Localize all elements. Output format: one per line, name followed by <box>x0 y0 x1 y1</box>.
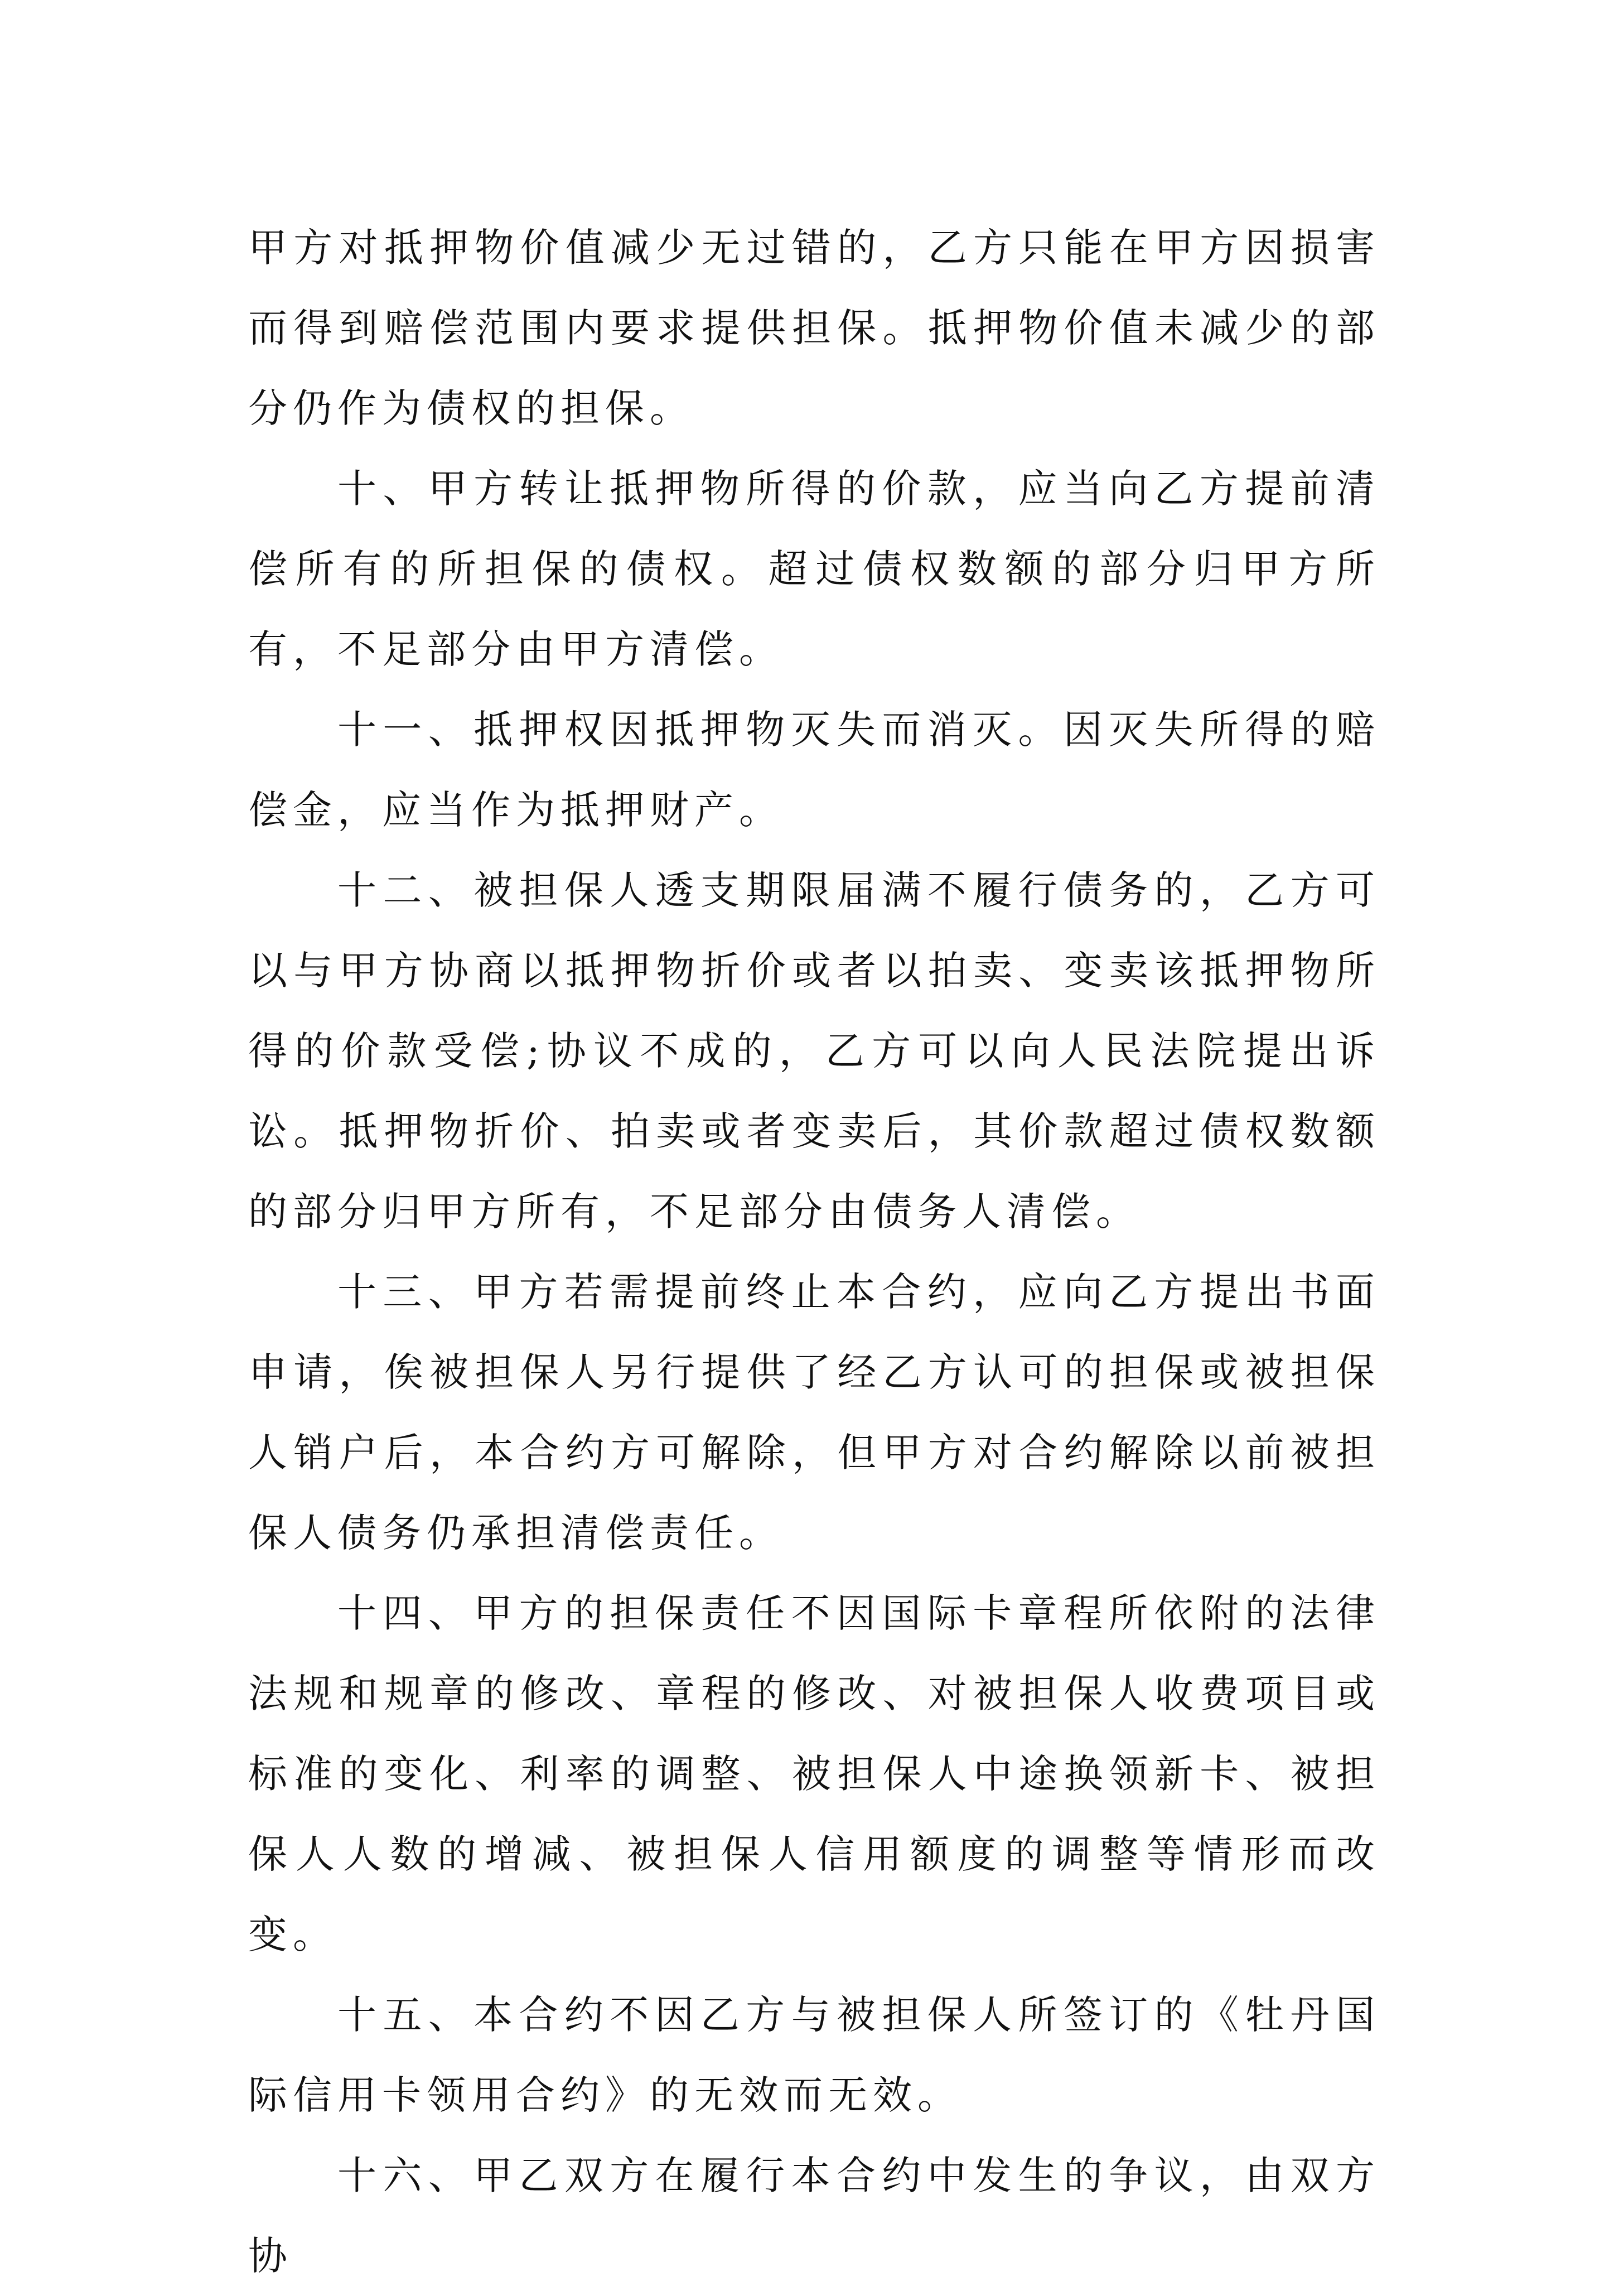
paragraph-clause-14: 十四、甲方的担保责任不因国际卡章程所依附的法律法规和规章的修改、章程的修改、对被担保人收费项目或标准的变化、利率的调整、被担保人中途换领新卡、被担保人人数的增减、被担保人信用额度的调整等情形而改变。 <box>248 1590 1380 1957</box>
paragraph-clause-12: 十二、被担保人透支期限届满不履行债务的，乙方可以与甲方协商以抵押物折价或者以拍卖、变卖该抵押物所得的价款受偿;协议不成的，乙方可以向人民法院提出诉讼。抵押物折价、拍卖或者变卖后，其价款超过债权数额的部分归甲方所有，不足部分由债务人清偿。 <box>248 867 1380 1234</box>
paragraph-clause-10: 十、甲方转让抵押物所得的价款，应当向乙方提前清偿所有的所担保的债权。超过债权数额的部分归甲方所有，不足部分由甲方清偿。 <box>248 466 1380 672</box>
paragraph-clause-11: 十一、抵押权因抵押物灭失而消灭。因灭失所得的赔偿金，应当作为抵押财产。 <box>248 707 1380 833</box>
paragraph-1: 甲方对抵押物价值减少无过错的，乙方只能在甲方因损害而得到赔偿范围内要求提供担保。抵押物价值未减少的部分仍作为债权的担保。 <box>248 225 1380 431</box>
paragraph-clause-15: 十五、本合约不因乙方与被担保人所签订的《牡丹国际信用卡领用合约》的无效而无效。 <box>248 1992 1380 2118</box>
paragraph-clause-13: 十三、甲方若需提前终止本合约，应向乙方提出书面申请，俟被担保人另行提供了经乙方认可的担保或被担保人销户后，本合约方可解除，但甲方对合约解除以前被担保人债务仍承担清偿责任。 <box>248 1269 1380 1556</box>
document-page <box>248 208 1380 2296</box>
paragraph-clause-16: 十六、甲乙双方在履行本合约中发生的争议，由双方协 <box>248 2153 1380 2279</box>
